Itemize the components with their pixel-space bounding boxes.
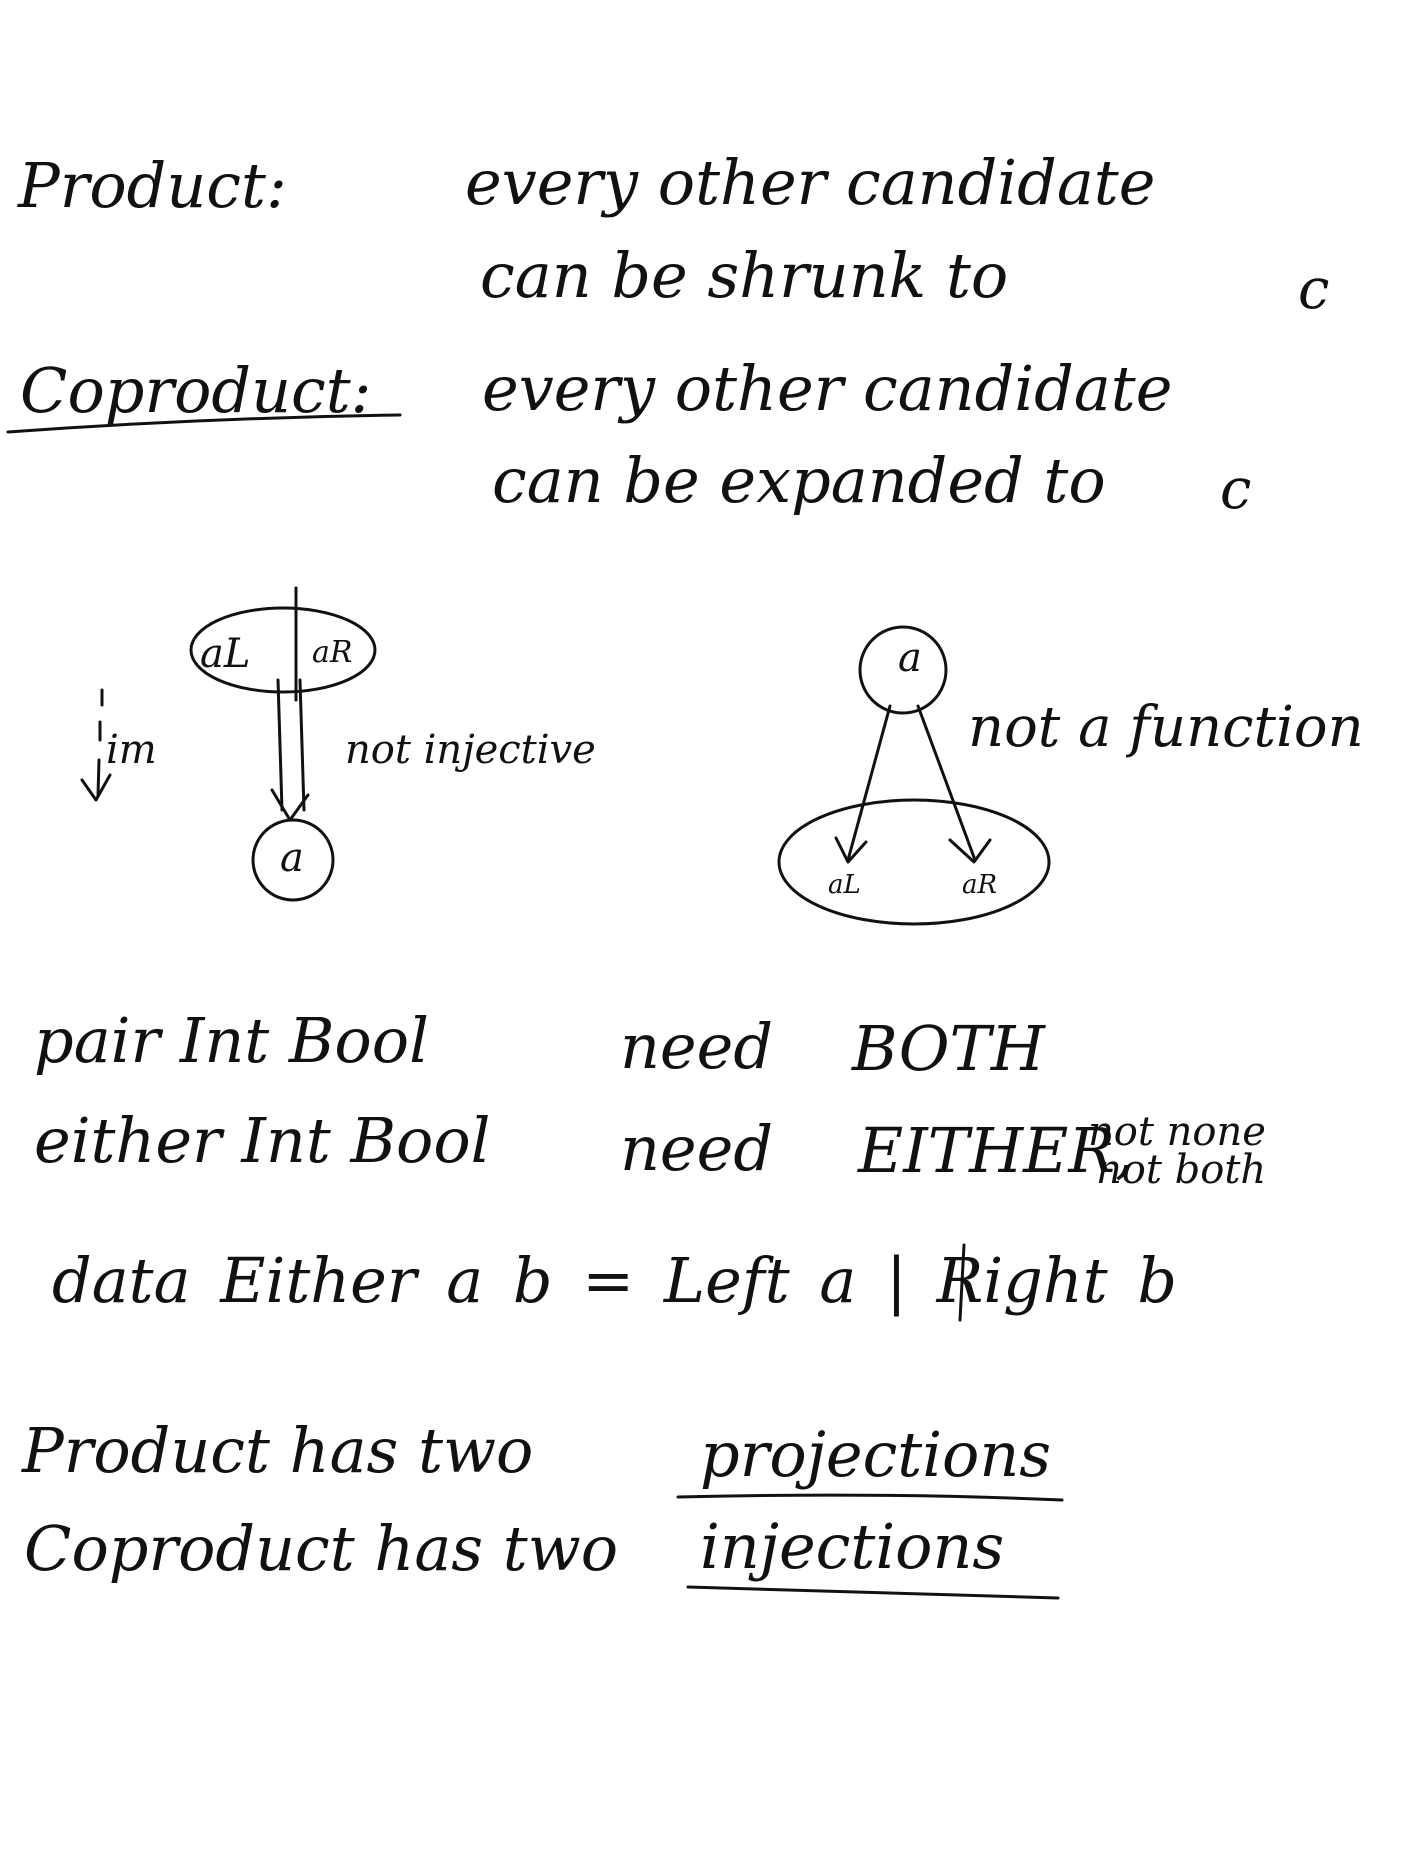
coproduct-arrow-right bbox=[918, 706, 975, 860]
product-line2: can be shrunk to bbox=[480, 239, 1009, 312]
product-arrow-shaft-left bbox=[278, 680, 282, 810]
product-top-left-label: aL bbox=[200, 631, 251, 677]
product-summary: Product has two bbox=[22, 1414, 534, 1487]
product-line1: every other candidate bbox=[465, 146, 1156, 219]
not-injective-note: not injective bbox=[345, 727, 596, 773]
pair-need: need bbox=[620, 1010, 774, 1083]
coproduct-line1: every other candidate bbox=[482, 352, 1173, 425]
product-arrow-shaft-right bbox=[300, 680, 304, 810]
either-either: EITHER, bbox=[858, 1114, 1135, 1187]
coproduct-label: Coproduct: bbox=[20, 354, 372, 427]
either-note-both: not both bbox=[1096, 1147, 1267, 1193]
either-note-none: not none bbox=[1088, 1109, 1266, 1155]
coproduct-bottom-ellipse bbox=[779, 800, 1049, 924]
coproduct-arrow-left bbox=[848, 706, 890, 860]
im-arrow-dashes bbox=[98, 690, 102, 796]
coproduct-target: c bbox=[1220, 457, 1252, 522]
injections-term: injections bbox=[700, 1510, 1005, 1583]
pair-both: BOTH bbox=[852, 1012, 1045, 1085]
coproduct-line2: can be expanded to bbox=[492, 444, 1106, 517]
coproduct-top-label: a bbox=[898, 635, 922, 681]
not-a-function-note: not a function bbox=[968, 695, 1364, 760]
data-either-declaration: data Either a b = Left a | Right b bbox=[52, 1244, 1178, 1317]
pair-type: pair Int Bool bbox=[34, 1004, 429, 1077]
product-bottom-label: a bbox=[280, 835, 304, 881]
product-target: c bbox=[1298, 257, 1330, 322]
product-top-right-label: aR bbox=[312, 635, 353, 670]
coproduct-bottom-left-label: aL bbox=[828, 870, 861, 900]
product-label: Product: bbox=[18, 149, 287, 222]
injections-underline bbox=[688, 1587, 1058, 1598]
coproduct-bottom-right-label: aR bbox=[962, 870, 998, 900]
projections-underline bbox=[678, 1495, 1062, 1500]
im-arrow-head bbox=[82, 775, 110, 800]
im-label: im bbox=[106, 727, 157, 773]
coproduct-summary: Coproduct has two bbox=[24, 1512, 619, 1585]
either-type: either Int Bool bbox=[34, 1104, 491, 1177]
projections-term: projections bbox=[700, 1418, 1052, 1491]
either-need: need bbox=[620, 1112, 774, 1185]
